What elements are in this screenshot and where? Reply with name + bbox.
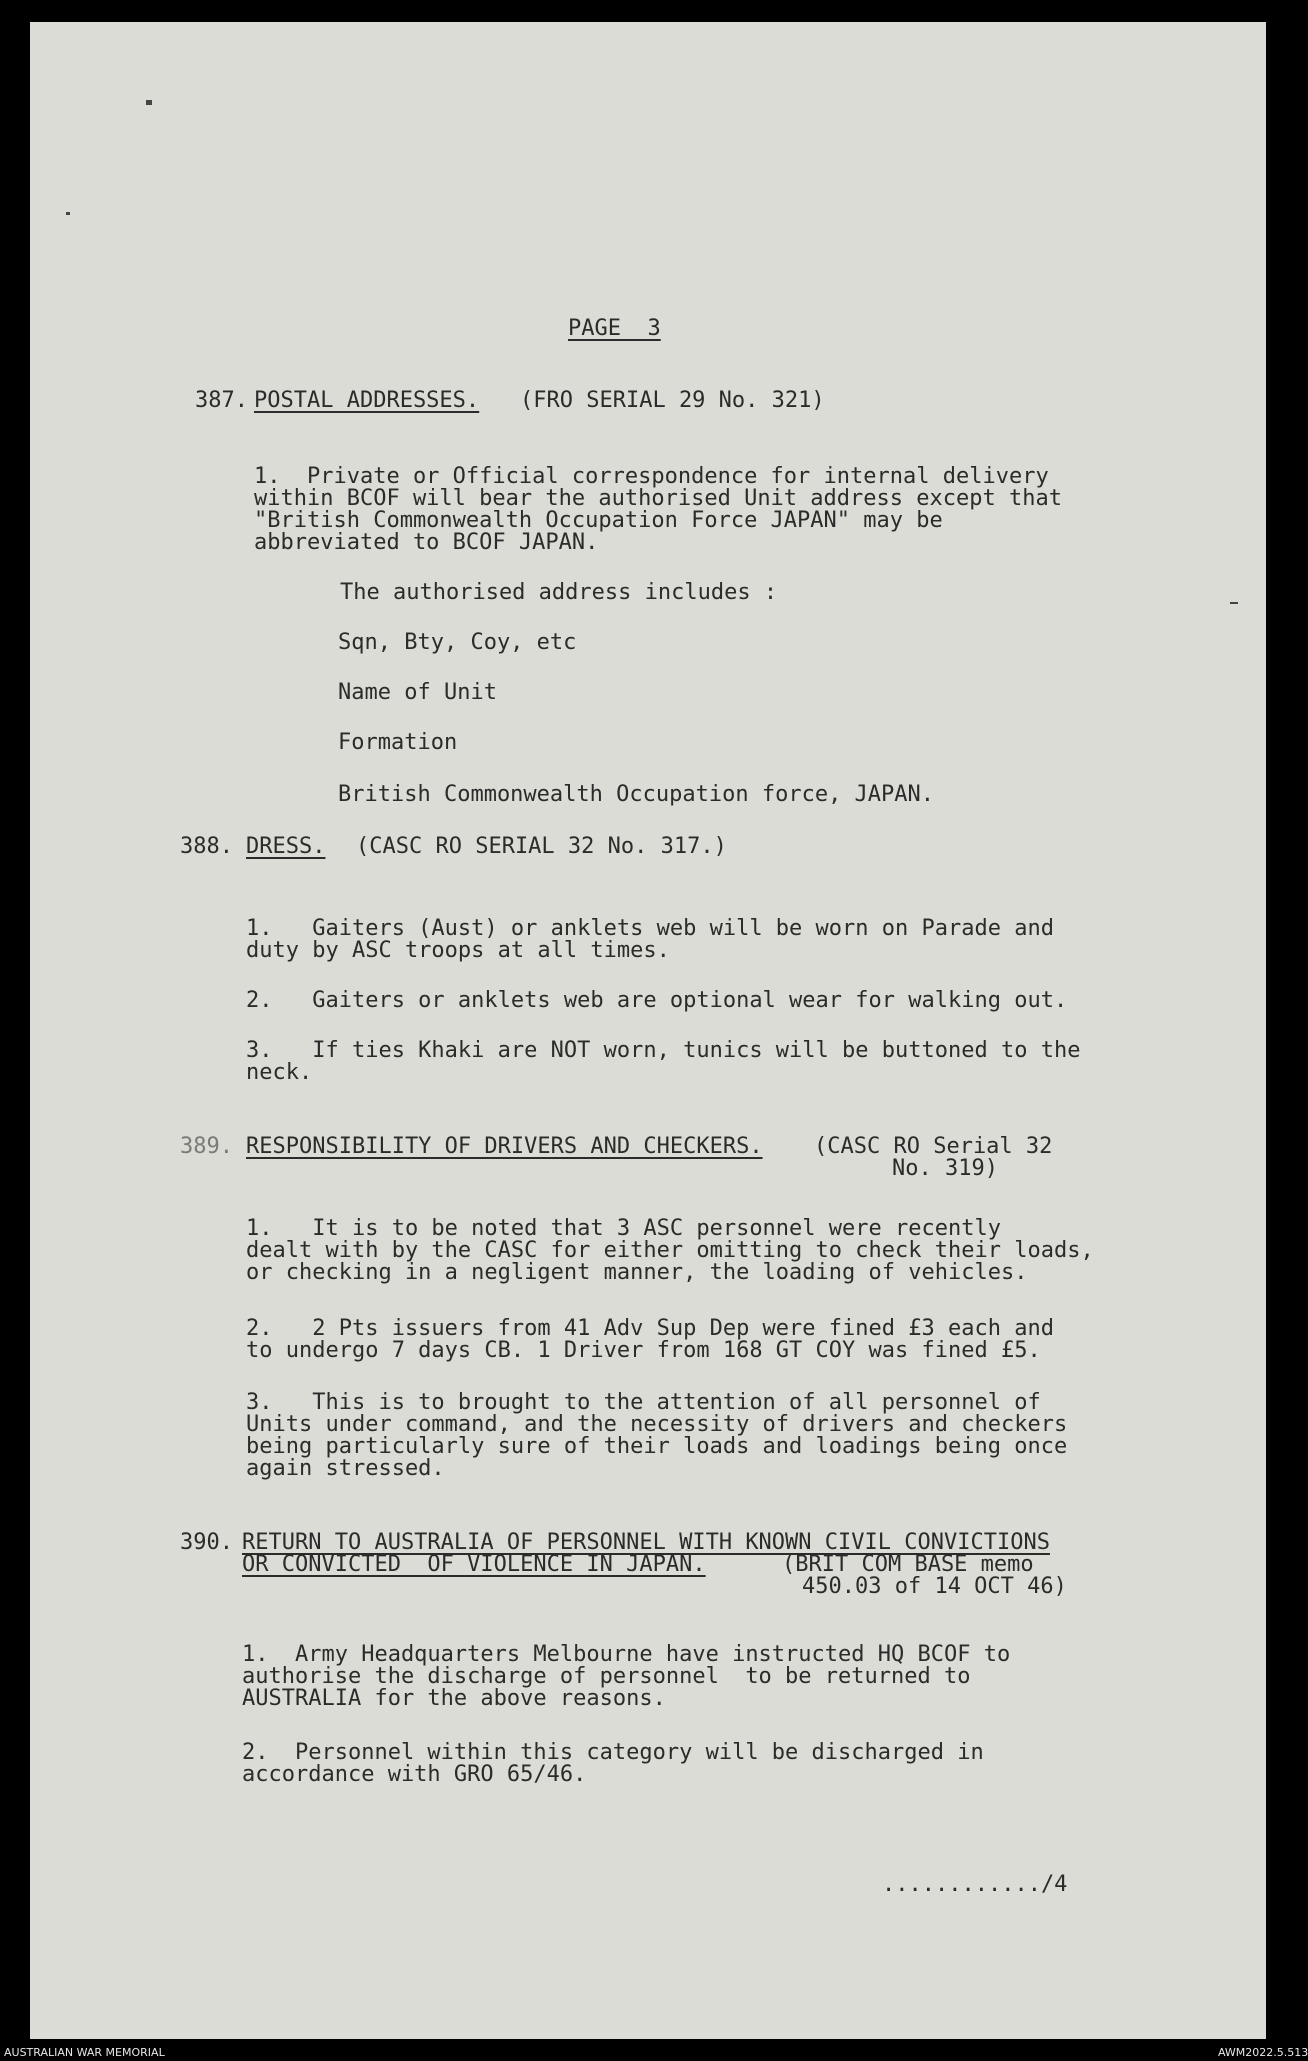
address-item: British Commonwealth Occupation force, JAPAN. xyxy=(338,782,935,807)
section-389-p2-line: 2. 2 Pts issuers from 41 Adv Sup Dep were fined £3 each and xyxy=(246,1316,1054,1341)
section-389-p3-line: again stressed. xyxy=(246,1456,445,1481)
section-388-p3-line: neck. xyxy=(246,1060,313,1085)
section-389-title: RESPONSIBILITY OF DRIVERS AND CHECKERS. xyxy=(246,1134,763,1159)
page-continuation: ............/4 xyxy=(882,1872,1068,1897)
section-387-p1-line: "British Commonwealth Occupation Force JAPAN" may be xyxy=(254,508,943,533)
section-390-ref: 450.03 of 14 OCT 46) xyxy=(802,1574,1067,1599)
section-387-number: 387. xyxy=(195,388,248,413)
section-390-title: RETURN TO AUSTRALIA OF PERSONNEL WITH KNOWN CIVIL CONVICTIONS xyxy=(242,1530,1050,1555)
section-390-p2-line: accordance with GRO 65/46. xyxy=(242,1762,587,1787)
section-390-p1-line: authorise the discharge of personnel to be returned to xyxy=(242,1664,971,1689)
section-389-ref: No. 319) xyxy=(892,1156,998,1181)
section-389-p1-line: or checking in a negligent manner, the loading of vehicles. xyxy=(246,1260,1028,1285)
section-388-ref: (CASC RO SERIAL 32 No. 317.) xyxy=(356,834,727,859)
section-390-number: 390. xyxy=(180,1530,233,1555)
section-387-p1-line: abbreviated to BCOF JAPAN. xyxy=(254,530,599,555)
section-390-ref: (BRIT COM BASE memo xyxy=(782,1552,1034,1577)
scan-speck xyxy=(66,212,70,215)
section-388-title: DRESS. xyxy=(246,834,326,859)
section-389-p1-line: 1. It is to be noted that 3 ASC personnel were recently xyxy=(246,1216,1001,1241)
section-388-p2: 2. Gaiters or anklets web are optional wear for walking out. xyxy=(246,988,1068,1013)
section-390-p2-line: 2. Personnel within this category will be discharged in xyxy=(242,1740,984,1765)
section-389-p3-line: 3. This is to brought to the attention of all personnel of xyxy=(246,1390,1041,1415)
section-389-number: 389. xyxy=(180,1134,233,1159)
section-387-intro: The authorised address includes : xyxy=(340,580,778,605)
section-387-ref: (FRO SERIAL 29 No. 321) xyxy=(520,388,825,413)
section-388-p1-line: duty by ASC troops at all times. xyxy=(246,938,670,963)
document-page xyxy=(30,22,1266,2039)
section-390-p1-line: AUSTRALIA for the above reasons. xyxy=(242,1686,666,1711)
page-header: PAGE 3 xyxy=(568,316,661,341)
section-389-ref: (CASC RO Serial 32 xyxy=(814,1134,1053,1159)
footer-left: AUSTRALIAN WAR MEMORIAL xyxy=(4,2046,165,2059)
section-389-p2-line: to undergo 7 days CB. 1 Driver from 168 GT COY was fined £5. xyxy=(246,1338,1041,1363)
section-388-number: 388. xyxy=(180,834,233,859)
address-item: Sqn, Bty, Coy, etc xyxy=(338,630,577,655)
scan-speck xyxy=(146,100,152,105)
section-387-p1-line: 1. Private or Official correspondence for internal delivery xyxy=(254,464,1049,489)
section-390-p1-line: 1. Army Headquarters Melbourne have instructed HQ BCOF to xyxy=(242,1642,1011,1667)
section-389-p3-line: being particularly sure of their loads and loadings being once xyxy=(246,1434,1068,1459)
section-389-p1-line: dealt with by the CASC for either omitting to check their loads, xyxy=(246,1238,1094,1263)
section-388-p1-line: 1. Gaiters (Aust) or anklets web will be worn on Parade and xyxy=(246,916,1054,941)
section-387-title: POSTAL ADDRESSES. xyxy=(254,388,480,413)
scan-speck xyxy=(1230,602,1238,604)
section-388-p3-line: 3. If ties Khaki are NOT worn, tunics will be buttoned to the xyxy=(246,1038,1081,1063)
address-item: Name of Unit xyxy=(338,680,497,705)
section-389-p3-line: Units under command, and the necessity of drivers and checkers xyxy=(246,1412,1068,1437)
section-387-p1-line: within BCOF will bear the authorised Unit address except that xyxy=(254,486,1062,511)
section-390-title: OR CONVICTED OF VIOLENCE IN JAPAN. xyxy=(242,1552,706,1577)
footer-right: AWM2022.5.513 xyxy=(1218,2046,1308,2059)
address-item: Formation xyxy=(338,730,458,755)
